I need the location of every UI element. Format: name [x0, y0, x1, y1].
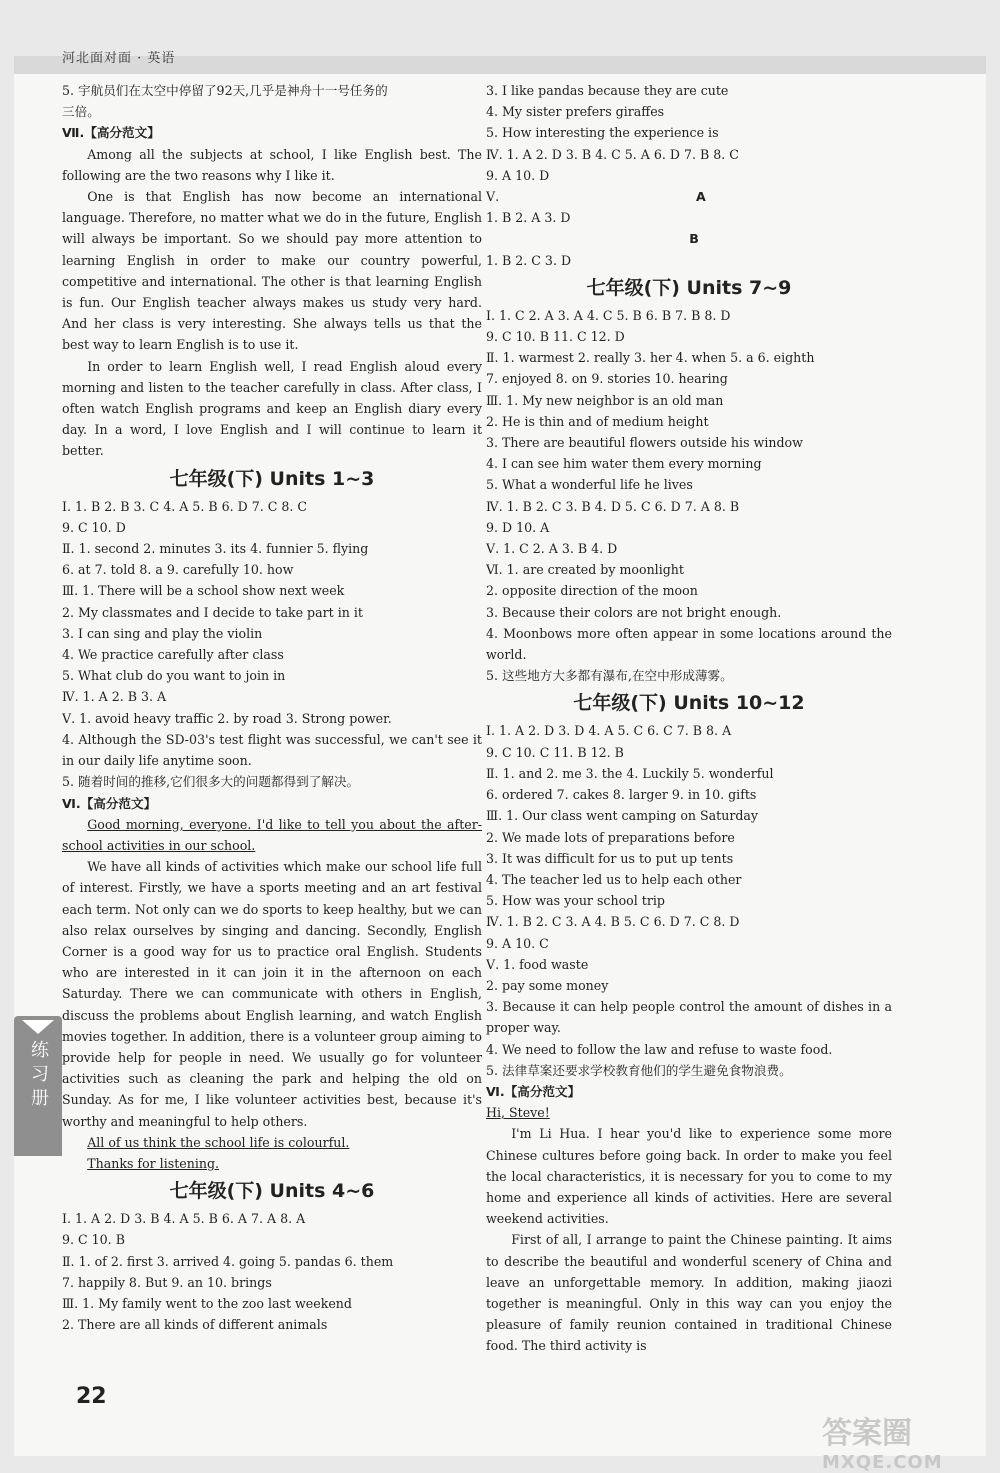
essay-paragraph: I'm Li Hua. I hear you'd like to experience some more Chinese cultures before going back. In order to make you feel the local characteristics, it is necessary for you to come to my home and experience all kinds of activities. Here are several weekend activities.: [486, 1126, 892, 1227]
answer-line: Ⅲ. 1. There will be a school show next week: [62, 583, 345, 599]
tab-notch-icon: [22, 1020, 54, 1034]
answer-line: Ⅰ. 1. A 2. D 3. D 4. A 5. C 6. C 7. B 8. A: [486, 723, 732, 739]
answer-line: 2. There are all kinds of different animals: [62, 1317, 328, 1333]
essay-paragraph: In order to learn English well, I read English aloud every morning and listen to the teacher carefully in class. After class, I often watch English programs and keep an English diary every day. In a word, I love English and I will continue to learn it better.: [62, 358, 482, 459]
answer-line: 3. It was difficult for us to put up tents: [486, 850, 734, 866]
essay-paragraph: One is that English has now become an international language. Therefore, no matter what we do in the future, English will always be important. So we should pay more attention to learning English in order to make our country powerful, competitive and international. The other is that learning English is fun. Our English teacher always makes us study very hard. And her class is very interesting. She always tells us that the best way to learn English is to use it.: [62, 189, 482, 353]
essay-paragraph: Thanks for listening.: [87, 1155, 220, 1171]
answer-line: 9. C 10. B 11. C 12. D: [486, 329, 625, 345]
answer-line: 1. B 2. A 3. D: [486, 210, 571, 226]
answer-line: 2. My classmates and I decide to take part in it: [62, 604, 363, 620]
answer-line: Ⅲ. 1. My new neighbor is an old man: [486, 392, 724, 408]
answer-line: 5. What club do you want to join in: [62, 668, 286, 684]
answer-line: 7. happily 8. But 9. an 10. brings: [62, 1274, 272, 1290]
answer-line: 9. C 10. C 11. B 12. B: [486, 744, 624, 760]
answer-line: 4. Moonbows more often appear in some locations around the world.: [486, 625, 892, 663]
answer-line: 5. 这些地方大多都有瀑布,在空中形成薄雾。: [486, 668, 733, 684]
essay-paragraph: All of us think the school life is colourful.: [87, 1134, 350, 1150]
answer-label: Ⅴ.: [486, 189, 500, 205]
answer-line: 1. B 2. C 3. D: [486, 252, 572, 268]
watermark: [822, 1408, 943, 1473]
answer-line: 3. I like pandas because they are cute: [486, 83, 729, 98]
answer-line: 6. at 7. told 8. a 9. carefully 10. how: [62, 562, 294, 578]
answer-line: 2. He is thin and of medium height: [486, 413, 709, 429]
watermark-text: 答案圈: [822, 1416, 912, 1451]
page-number: 22: [76, 1384, 107, 1409]
answer-line: 5. 宇航员们在太空中停留了92天,几乎是神舟十一号任务的: [62, 83, 388, 98]
section-title: 七年级(下) Units 7~9: [586, 276, 792, 299]
essay-paragraph: We have all kinds of activities which make our school life full of interest. Firstly, we have a sports meeting and an art festival each term. Not only can we do sports to keep healthy, but we can also relax ourselves by singing and dancing. Secondly, English Corner is a good way for us to practice oral English. Students who are interested in it can join it in the afternoon on each Saturday. There we can communicate with others in English, discuss the problems about English learning, and watch English movies together. In addition, there is a volunteer group aiming to provide help for people in need. We usually go for volunteer activities such as cleaning the park and helping the old on Sunday. As for me, I like volunteer activities best, because it's worthy and meaningful to help others.: [62, 859, 482, 1129]
answer-line: 2. We made lots of preparations before: [486, 829, 735, 845]
answer-line: 4. We need to follow the law and refuse to waste food.: [486, 1041, 833, 1057]
answer-line: Ⅳ. 1. B 2. C 3. A 4. B 5. C 6. D 7. C 8. D: [486, 914, 740, 930]
answer-line: Ⅱ. 1. second 2. minutes 3. its 4. funnier 5. flying: [62, 541, 369, 557]
answer-line: Ⅱ. 1. and 2. me 3. the 4. Luckily 5. wonderful: [486, 765, 774, 781]
answer-line: 7. enjoyed 8. on 9. stories 10. hearing: [486, 371, 728, 387]
letter-greeting: Hi, Steve!: [486, 1105, 550, 1121]
passage-label: A: [696, 189, 706, 205]
answer-line: Ⅳ. 1. B 2. C 3. B 4. D 5. C 6. D 7. A 8. B: [486, 498, 740, 514]
answer-line: Ⅲ. 1. My family went to the zoo last weekend: [62, 1295, 352, 1311]
section-title: 七年级(下) Units 4~6: [169, 1180, 375, 1203]
section-title: 七年级(下) Units 10~12: [573, 692, 805, 715]
answer-line: Ⅴ. 1. avoid heavy traffic 2. by road 3. Strong power.: [62, 710, 392, 726]
answer-line: 4. The teacher led us to help each other: [486, 871, 742, 887]
answer-line: 9. A 10. C: [486, 935, 549, 951]
answer-line: 9. C 10. D: [62, 519, 126, 535]
essay-paragraph: Good morning, everyone. I'd like to tell you about the after-school activities in our school.: [62, 816, 482, 853]
answer-line: Ⅴ. 1. C 2. A 3. B 4. D: [486, 541, 618, 557]
answer-line: Ⅴ. 1. food waste: [486, 956, 589, 972]
answer-line: 5. What a wonderful life he lives: [486, 477, 693, 493]
answer-line: [486, 186, 892, 207]
answer-line: Ⅱ. 1. of 2. first 3. arrived 4. going 5. pandas 6. them: [62, 1253, 394, 1269]
answer-line: Ⅱ. 1. warmest 2. really 3. her 4. when 5. a 6. eighth: [486, 350, 815, 366]
answer-line: 4. I can see him water them every morning: [486, 456, 762, 472]
side-tab: [14, 1016, 62, 1156]
page-header: 河北面对面 · 英语: [62, 51, 176, 66]
answer-line: Ⅲ. 1. Our class went camping on Saturday: [486, 808, 759, 824]
answer-line: 4. Although the SD-03's test flight was successful, we can't see it in our daily life anytime soon.: [62, 731, 482, 769]
section-heading: Ⅵ.【高分范文】: [486, 1083, 581, 1099]
right-column: [486, 80, 892, 1357]
answer-line: 5. 随着时间的推移,它们很多大的问题都得到了解决。: [62, 774, 360, 790]
section-heading: Ⅶ.【高分范文】: [62, 125, 160, 141]
answer-line: 3. Because it can help people control the amount of dishes in a proper way.: [486, 999, 892, 1036]
answer-line: 9. D 10. A: [486, 519, 550, 535]
side-tab-label: 练习册: [28, 1040, 49, 1112]
answer-line: 4. My sister prefers giraffes: [486, 104, 665, 120]
essay-paragraph: Among all the subjects at school, I like English best. The following are the two reasons why I like it.: [62, 146, 482, 183]
passage-label: B: [689, 231, 699, 247]
left-column: [62, 80, 482, 1335]
answer-line: Ⅳ. 1. A 2. B 3. A: [62, 689, 167, 705]
answer-line: 2. pay some money: [486, 977, 609, 993]
answer-line: Ⅳ. 1. A 2. D 3. B 4. C 5. A 6. D 7. B 8. C: [486, 146, 739, 162]
answer-line: 5. How interesting the experience is: [486, 125, 719, 141]
answer-line: 9. A 10. D: [486, 167, 550, 183]
section-heading: Ⅵ.【高分范文】: [62, 795, 157, 811]
answer-line: 3. There are beautiful flowers outside his window: [486, 435, 803, 451]
section-title: 七年级(下) Units 1~3: [169, 467, 375, 490]
answer-line: 3. I can sing and play the violin: [62, 625, 263, 641]
answer-line: 5. 法律草案还要求学校教育他们的学生避免食物浪费。: [486, 1062, 792, 1078]
essay-paragraph: First of all, I arrange to paint the Chinese painting. It aims to describe the beautiful and wonderful scenery of China and leave an unforgettable memory. In addition, making jiaozi together is meaningful. Only in this way can you enjoy the pleasure of family reunion contained in traditional Chinese food. The third activity is: [486, 1232, 892, 1354]
answer-line: Ⅰ. 1. A 2. D 3. B 4. A 5. B 6. A 7. A 8. A: [62, 1211, 306, 1227]
answer-line: 三倍。: [62, 104, 100, 120]
answer-line: Ⅵ. 1. are created by moonlight: [486, 562, 684, 578]
answer-line: 9. C 10. B: [62, 1232, 125, 1248]
watermark-url: MXQE.COM: [822, 1452, 943, 1473]
answer-line: Ⅰ. 1. C 2. A 3. A 4. C 5. B 6. B 7. B 8. D: [486, 307, 731, 323]
answer-line: Ⅰ. 1. B 2. B 3. C 4. A 5. B 6. D 7. C 8. C: [62, 498, 308, 514]
answer-line: 6. ordered 7. cakes 8. larger 9. in 10. gifts: [486, 787, 757, 803]
answer-line: 4. We practice carefully after class: [62, 647, 284, 663]
answer-line: 5. How was your school trip: [486, 893, 665, 909]
answer-line: 2. opposite direction of the moon: [486, 583, 698, 599]
answer-line: 3. Because their colors are not bright enough.: [486, 604, 782, 620]
